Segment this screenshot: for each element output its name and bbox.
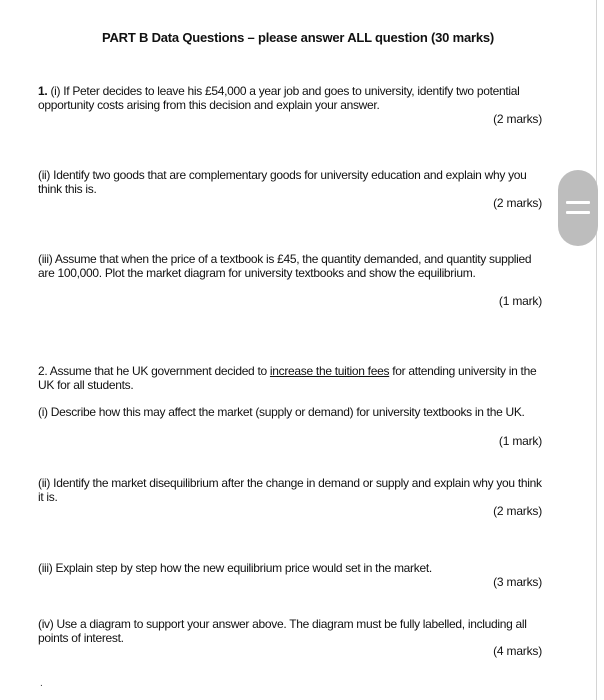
- scrollbar-thumb[interactable]: [558, 170, 598, 246]
- question-1-part-i-marks: (2 marks): [493, 112, 542, 126]
- question-2-intro-prefix: 2. Assume that he UK government decided to: [38, 364, 270, 378]
- question-1-part-iii-text: (iii) Assume that when the price of a textbook is £45, the quantity demanded, and quantity supplied are 100,000. Plot the market diagram for university textbooks and show the equilibrium.: [38, 252, 532, 280]
- question-1-part-i: [38, 84, 550, 112]
- trailing-dot: .: [40, 678, 43, 689]
- question-1-part-i-text: (i) If Peter decides to leave his £54,000 a year job and goes to university, identify two potential opportunity costs arising from this decision and explain your answer.: [38, 84, 520, 112]
- question-2-part-iii-marks: (3 marks): [493, 575, 542, 589]
- question-2-part-ii-marks: (2 marks): [493, 504, 542, 518]
- question-2-part-iii-text: (iii) Explain step by step how the new equilibrium price would set in the market.: [38, 561, 432, 575]
- question-2-part-ii-text: (ii) Identify the market disequilibrium after the change in demand or supply and explain why you think it is.: [38, 476, 542, 504]
- question-2-part-i-text: (i) Describe how this may affect the market (supply or demand) for university textbooks in the UK.: [38, 405, 525, 419]
- question-2-part-iv-text: (iv) Use a diagram to support your answer above. The diagram must be fully labelled, including all points of interest.: [38, 617, 527, 645]
- question-1-part-ii-marks: (2 marks): [493, 196, 542, 210]
- question-2-part-iv-marks: (4 marks): [493, 644, 542, 658]
- page-title: PART B Data Questions – please answer ALL question (30 marks): [101, 30, 495, 45]
- question-2-intro-underlined: increase the tuition fees: [269, 364, 390, 378]
- page-edge-divider: [596, 0, 597, 700]
- question-1-part-iii-marks: (1 mark): [498, 294, 542, 308]
- question-2-intro-suffix: for attending university in the UK for all students.: [38, 364, 537, 392]
- question-2-part-i-marks: (1 mark): [498, 434, 542, 448]
- question-1-part-ii-text: (ii) Identify two goods that are complementary goods for university education and explain why you think this is.: [38, 168, 527, 196]
- question-2-intro: [38, 364, 550, 392]
- grip-line-icon: [566, 201, 590, 204]
- grip-line-icon: [566, 211, 590, 214]
- question-1-number: 1.: [38, 84, 48, 98]
